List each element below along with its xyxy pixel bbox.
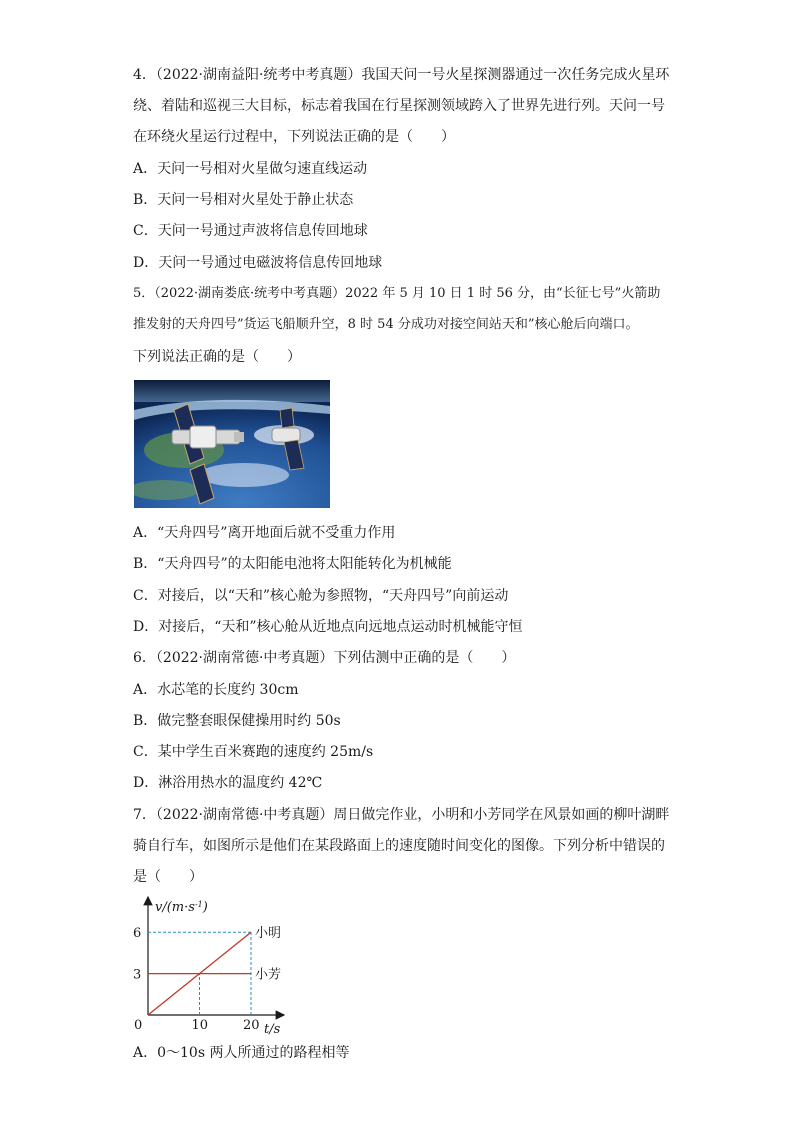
velocity-time-chart [128,893,288,1038]
q5-option-d: D．对接后，“天和”核心舱从近地点向远地点运动时机械能守恒 [133,619,523,635]
q7-stem-line-3: 是（ ） [133,869,203,885]
q5-option-b: B．“天舟四号”的太阳能电池将太阳能转化为机械能 [133,556,452,572]
q5-stem-line-3: 下列说法正确的是（ ） [133,349,301,365]
q5-stem-line-2: 推发射的天舟四号”货运飞船顺升空，8 时 54 分成功对接空间站天和”核心舱后向端口。 [133,317,639,332]
q6-option-b: B．做完整套眼保健操用时约 50s [133,713,341,729]
q4-stem-line-3: 在环绕火星运行过程中，下列说法正确的是（ ） [133,129,455,145]
q6-option-a: A．水芯笔的长度约 30cm [133,682,299,698]
q6-stem-line-1: 6．（2022·湖南常德·中考真题）下列估测中正确的是（ ） [133,650,516,666]
q4-option-d: D．天问一号通过电磁波将信息传回地球 [133,255,383,271]
q4-stem-line-2: 绕、着陆和巡视三大目标，标志着我国在行星探测领域跨入了世界先进行列。天问一号 [133,98,665,114]
series-label-2: 小芳 [255,967,282,983]
q5-option-a: A．“天舟四号”离开地面后就不受重力作用 [133,525,396,541]
space-station-docking-photo [134,380,330,508]
origin-label: 0 [134,1018,143,1033]
y-axis-label: $v/(m\cdot s^{-1})$ [155,899,208,915]
q5-option-c: C．对接后，以“天和”核心舱为参照物，“天舟四号”向前运动 [133,588,509,604]
q7-stem-line-1: 7．（2022·湖南常德·中考真题）周日做完作业，小明和小芳同学在风景如画的柳叶湖畔 [133,807,670,823]
q7-stem-line-2: 骑自行车，如图所示是他们在某段路面上的速度随时间变化的图像。下列分析中错误的 [133,838,665,854]
q4-option-b: B．天问一号相对火星处于静止状态 [133,192,354,208]
q6-option-d: D．淋浴用热水的温度约 42℃ [133,775,323,791]
y-tick-label-6: 6 [133,926,142,942]
q5-stem-line-1: 5．（2022·湖南娄底·统考中考真题）2022 年 5 月 10 日 1 时 56 分，由“长征七号”火箭助 [133,286,661,301]
x-tick-label-20: 20 [243,1018,260,1033]
q6-option-c: C．某中学生百米赛跑的速度约 25m/s [133,744,374,760]
q7-option-a: A．0～10s 两人所通过的路程相等 [133,1045,350,1061]
series-label-1: 小明 [255,926,282,942]
x-tick-label-10: 10 [191,1018,209,1033]
q4-stem-line-1: 4．（2022·湖南益阳·统考中考真题）我国天问一号火星探测器通过一次任务完成火星环 [133,67,670,83]
x-axis-label: t/s [264,1022,281,1037]
q4-option-a: A．天问一号相对火星做匀速直线运动 [133,161,368,177]
q4-option-c: C．天问一号通过声波将信息传回地球 [133,223,368,239]
y-tick-label-3: 3 [133,967,142,983]
